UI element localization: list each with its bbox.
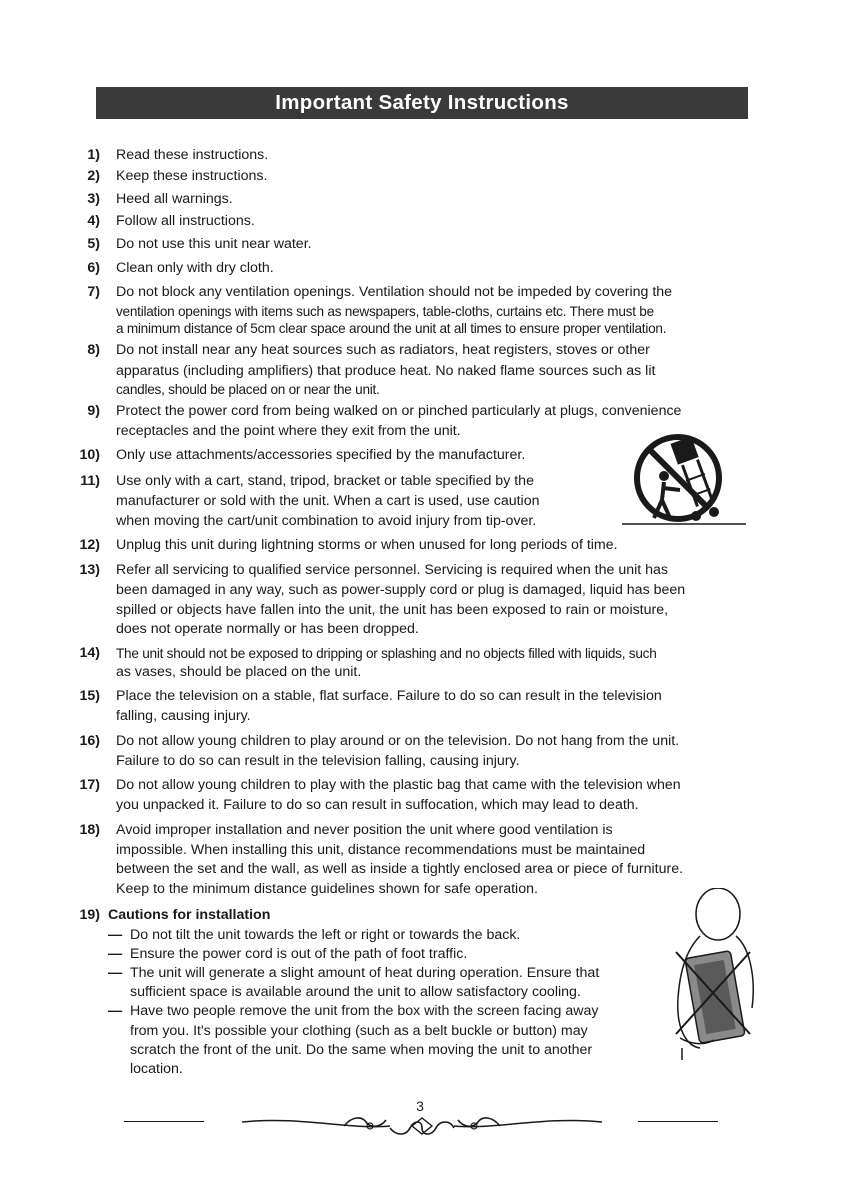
- instruction-line: Do not install near any heat sources such as radiators, heat registers, stoves or other: [116, 342, 650, 358]
- item-number: 13): [79, 562, 100, 578]
- instruction-line: Keep these instructions.: [116, 168, 268, 184]
- person-carrying-tv-prohibited-icon: [670, 888, 766, 1060]
- instruction-line: impossible. When installing this unit, distance recommendations must be maintained: [116, 842, 646, 858]
- instruction-line: ventilation openings with items such as newspapers, table-cloths, curtains etc. There must be: [116, 304, 654, 319]
- instruction-line: Keep to the minimum distance guidelines shown for safe operation.: [116, 881, 538, 897]
- instruction-line: you unpacked it. Failure to do so can result in suffocation, which may lead to death.: [116, 797, 639, 813]
- item-number: 9): [87, 403, 100, 419]
- instruction-line: Heed all warnings.: [116, 191, 233, 207]
- instruction-line: Unplug this unit during lightning storms or when unused for long periods of time.: [116, 537, 618, 553]
- cautions-heading: Cautions for installation: [108, 907, 271, 923]
- instruction-line: Do not allow young children to play with the plastic bag that came with the television when: [116, 777, 681, 793]
- instruction-line: The unit should not be exposed to dripping or splashing and no objects filled with liquids, such: [116, 646, 657, 661]
- caution-dash: —: [108, 1003, 123, 1019]
- item-number: 17): [79, 777, 100, 793]
- item-number: 15): [79, 688, 100, 704]
- instruction-line: Follow all instructions.: [116, 213, 255, 229]
- caution-dash: —: [108, 927, 123, 943]
- instruction-line: when moving the cart/unit combination to avoid injury from tip-over.: [116, 513, 537, 529]
- instruction-line: Refer all servicing to qualified service personnel. Servicing is required when the unit has: [116, 562, 669, 578]
- caution-line: sufficient space is available around the unit to allow satisfactory cooling.: [130, 984, 581, 1000]
- caution-line: Ensure the power cord is out of the path of foot traffic.: [130, 946, 468, 962]
- item-number: 11): [80, 473, 100, 489]
- item-number: 12): [79, 537, 100, 553]
- instruction-line: manufacturer or sold with the unit. When a cart is used, use caution: [116, 493, 540, 509]
- instruction-line: Avoid improper installation and never position the unit where good ventilation is: [116, 822, 613, 838]
- item-number: 18): [79, 822, 100, 838]
- footer-rule-right: [638, 1121, 718, 1122]
- instruction-line: Place the television on a stable, flat surface. Failure to do so can result in the television: [116, 688, 662, 704]
- caution-line: The unit will generate a slight amount of heat during operation. Ensure that: [130, 965, 600, 981]
- instruction-line: Read these instructions.: [116, 147, 269, 163]
- caution-dash: —: [108, 965, 123, 981]
- caution-line: Have two people remove the unit from the box with the screen facing away: [130, 1003, 599, 1019]
- instruction-line: apparatus (including amplifiers) that produce heat. No naked flame sources such as lit: [116, 363, 656, 379]
- instruction-line: Do not allow young children to play around or on the television. Do not hang from the unit.: [116, 733, 680, 749]
- instruction-line: Clean only with dry cloth.: [116, 260, 274, 276]
- instruction-line: Do not block any ventilation openings. Ventilation should not be impeded by covering the: [116, 284, 673, 300]
- footer-rule-left: [124, 1121, 204, 1122]
- item-number: 1): [87, 147, 100, 163]
- item-number: 5): [87, 236, 100, 252]
- page-number: 3: [416, 1098, 424, 1114]
- instruction-line: between the set and the wall, as well as inside a tightly enclosed area or piece of furniture.: [116, 861, 684, 877]
- caution-line: Do not tilt the unit towards the left or right or towards the back.: [130, 927, 521, 943]
- caution-line: from you. It's possible your clothing (such as a belt buckle or button) may: [130, 1023, 588, 1039]
- item-number: 2): [87, 168, 100, 184]
- instruction-line: spilled or objects have fallen into the unit, the unit has been exposed to rain or moisture,: [116, 602, 669, 618]
- cart-tip-over-warning-icon: [622, 428, 746, 528]
- instruction-line: Failure to do so can result in the television falling, causing injury.: [116, 753, 520, 769]
- decorative-scroll-ornament: [240, 1108, 604, 1136]
- item-number: 19): [79, 907, 100, 923]
- instruction-line: Use only with a cart, stand, tripod, bracket or table specified by the: [116, 473, 534, 489]
- caution-line: scratch the front of the unit. Do the same when moving the unit to another: [130, 1042, 593, 1058]
- instruction-line: been damaged in any way, such as power-supply cord or plug is damaged, liquid has been: [116, 582, 686, 598]
- instruction-line: candles, should be placed on or near the unit.: [116, 382, 380, 397]
- page-title: Important Safety Instructions: [96, 87, 748, 119]
- caution-dash: —: [108, 946, 123, 962]
- item-number: 8): [87, 342, 100, 358]
- item-number: 3): [87, 191, 100, 207]
- item-number: 4): [87, 213, 100, 229]
- item-number: 14): [79, 645, 100, 661]
- instruction-line: falling, causing injury.: [116, 708, 251, 724]
- item-number: 6): [87, 260, 100, 276]
- instruction-line: receptacles and the point where they exit from the unit.: [116, 423, 461, 439]
- instruction-line: Only use attachments/accessories specified by the manufacturer.: [116, 447, 526, 463]
- item-number: 10): [79, 447, 100, 463]
- instruction-line: as vases, should be placed on the unit.: [116, 664, 362, 680]
- instruction-line: Do not use this unit near water.: [116, 236, 312, 252]
- instruction-line: does not operate normally or has been dropped.: [116, 621, 419, 637]
- instruction-line: Protect the power cord from being walked on or pinched particularly at plugs, convenience: [116, 403, 682, 419]
- caution-line: location.: [130, 1061, 183, 1077]
- instruction-line: a minimum distance of 5cm clear space around the unit at all times to ensure proper ventilation.: [116, 321, 667, 336]
- item-number: 16): [79, 733, 100, 749]
- item-number: 7): [87, 284, 100, 300]
